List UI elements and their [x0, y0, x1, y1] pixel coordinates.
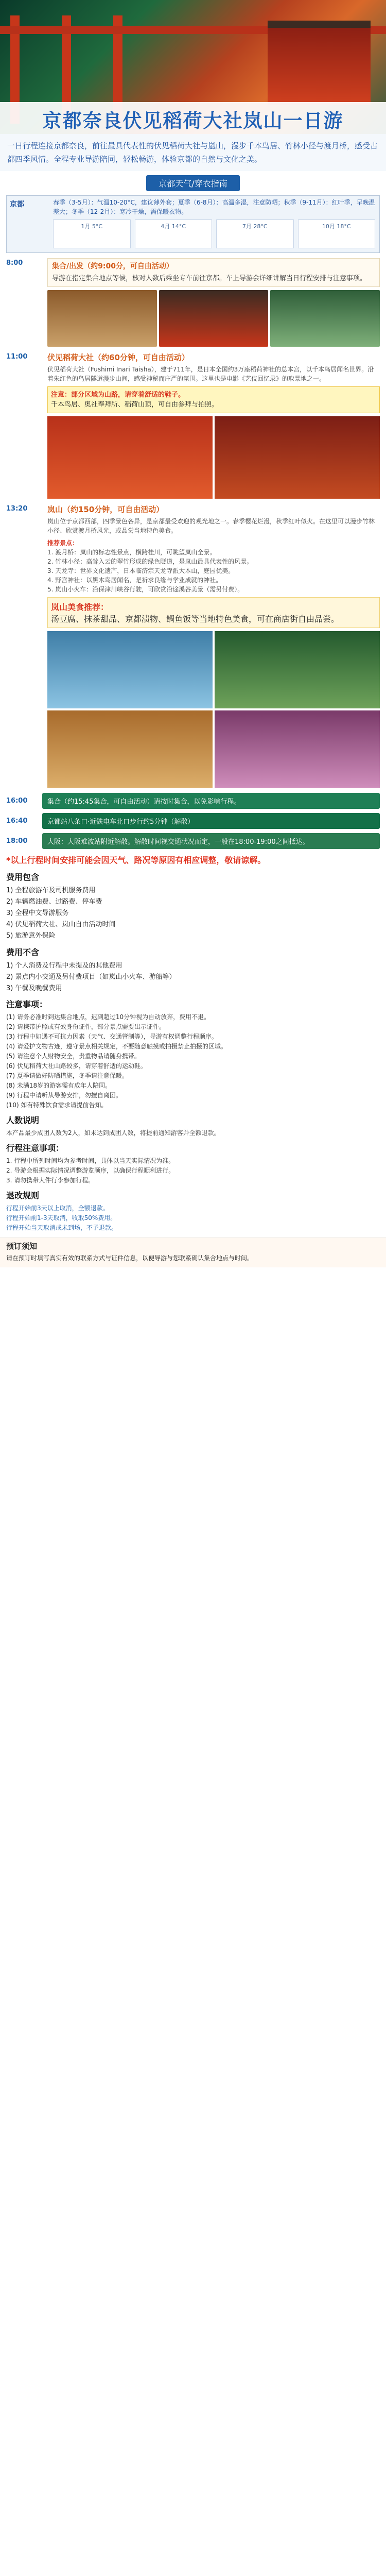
time-1320: 13:20 — [6, 505, 28, 513]
spot-2: 2. 竹林小径：高耸入云的翠竹形成的绿色隧道，是岚山最具代表性的风景。 — [47, 558, 253, 565]
fee-item: 4) 伏见稻荷大社、岚山自由活动时间 — [6, 921, 116, 928]
time-1600: 16:00 — [6, 797, 28, 805]
excl-title: 费用不含 — [6, 947, 40, 957]
ref-item: 3. 请勿携带大件行李参加行程。 — [6, 1177, 95, 1184]
spots-title: 推荐景点： — [47, 539, 79, 547]
notice-item: (8) 未满18岁的游客需有成年人陪同。 — [6, 1082, 112, 1089]
fee-section — [6, 872, 380, 994]
booking-notice — [0, 1237, 386, 1267]
page-title: 京都奈良伏见稻荷大社岚山一日游 — [0, 102, 386, 134]
banner-1600: 集合（约15:45集合，可自由活动）请按时集合，以免影响行程。 — [42, 793, 380, 809]
fee-item: 3) 全程中文导游服务 — [6, 909, 69, 917]
fee-title: 费用包含 — [6, 872, 40, 882]
refund-item: 行程开始前3天以上取消，全额退款。 — [6, 1205, 109, 1212]
day-1800 — [6, 833, 380, 849]
photo-bridge — [47, 631, 213, 708]
group-text: 本产品最少成团人数为2人，如未达到成团人数，将提前通知游客并全额退款。 — [6, 1129, 220, 1137]
highlight-1100: 千本鸟居、奥社奉拜所、稻荷山顶，可自由参拜与拍照。 — [51, 401, 219, 409]
weather-month: 1月 5°C — [53, 219, 131, 248]
time-1100: 11:00 — [6, 353, 28, 361]
excl-item: 1) 个人消费及行程中未提及的其他费用 — [6, 962, 122, 970]
banner-1800: 大阪：大阪难波站附近解散。解散时间视交通状况而定，一般在18:00-19:00之间抵达。 — [42, 833, 380, 849]
weather-panel — [6, 195, 380, 253]
note-1100: 注意：部分区域为山路，请穿着舒适的鞋子。 — [51, 391, 185, 399]
fee-item: 5) 旅游意外保险 — [6, 932, 56, 940]
photo-shrine — [215, 416, 380, 499]
photo-b — [159, 290, 269, 347]
weather-city: 京都 — [10, 200, 24, 209]
fee-item: 1) 全程旅游车及司机服务费用 — [6, 887, 96, 894]
notice-title: 注意事项： — [6, 999, 48, 1009]
refund-item: 行程开始当天取消或未到场，不予退款。 — [6, 1224, 118, 1231]
text-1320: 岚山位于京都西部，四季景色各异，是京都最受欢迎的观光地之一。春季樱花烂漫，秋季红叶似火。在这里可以漫步竹林小径、欣赏渡月桥风光，或品尝当地特色美食。 — [47, 518, 375, 534]
excl-item: 3) 午餐及晚餐费用 — [6, 985, 62, 992]
food-title: 岚山美食推荐： — [51, 602, 109, 612]
spot-4: 4. 野宫神社：以黑木鸟居闻名，是祈求良缘与学业成就的神社。 — [47, 577, 222, 584]
spot-1: 1. 渡月桥：岚山的标志性景点，横跨桂川，可眺望岚山全景。 — [47, 549, 216, 556]
day-1640 — [6, 813, 380, 829]
day-1100 — [6, 352, 380, 499]
ref-item: 1. 行程中所列时间均为参考时间，具体以当天实际情况为准。 — [6, 1157, 175, 1164]
booking-text: 请在预订时填写真实有效的联系方式与证件信息，以便导游与您联系确认集合地点与时间。 — [6, 1255, 254, 1262]
time-0800: 8:00 — [6, 259, 23, 267]
day-1320 — [6, 504, 380, 788]
photo-bamboo — [215, 631, 380, 708]
food-text: 汤豆腐、抹茶甜品、京都渍物、鲷鱼饭等当地特色美食，可在商店街自由品尝。 — [51, 614, 340, 624]
adjust-note: *以上行程时间安排可能会因天气、路况等原因有相应调整，敬请谅解。 — [6, 855, 266, 865]
refund-item: 行程开始前1-3天取消，收取50%费用。 — [6, 1214, 117, 1222]
refund-title: 退改规则 — [6, 1191, 40, 1200]
photo-kimono — [215, 710, 380, 788]
notice-item: (7) 夏季请做好防晒措施，冬季请注意保暖。 — [6, 1072, 128, 1079]
box-title-0800: 集合/出发（约9:00分，可自由活动） — [52, 262, 173, 270]
intro-text: 一日行程连接京都奈良，前往最具代表性的伏见稻荷大社与嵐山，漫步千本鸟居、竹林小径与渡月桥，感受古都四季风情。全程专业导游陪同，轻松畅游，体验京都的自然与文化之美。 — [0, 134, 386, 171]
group-section — [6, 1115, 380, 1138]
time-1800: 18:00 — [6, 837, 28, 845]
notice-item: (2) 请携带护照或有效身份证件，部分景点需要出示证件。 — [6, 1023, 165, 1030]
photo-a — [47, 290, 157, 347]
day-1600 — [6, 793, 380, 809]
photo-torii — [47, 416, 213, 499]
photo-c — [270, 290, 380, 347]
notice-item: (10) 如有特殊饮食需求请提前告知。 — [6, 1101, 108, 1109]
weather-heading: 京都天气/穿衣指南 — [146, 175, 239, 191]
box-text-0800: 导游在指定集合地点等候，核对人数后乘坐专车前往京都。车上导游会详细讲解当日行程安排与注意事项。 — [52, 275, 367, 282]
weather-month: 7月 28°C — [216, 219, 294, 248]
ref-title: 行程注意事项： — [6, 1143, 64, 1153]
time-1640: 16:40 — [6, 817, 28, 825]
notice-item: (9) 行程中请听从导游安排，勿擅自离团。 — [6, 1092, 122, 1099]
notice-item: (4) 请爱护文物古迹，遵守景点相关规定，不要随意触摸或拍摄禁止拍摄的区域。 — [6, 1043, 227, 1050]
notice-item: (1) 请务必准时到达集合地点，迟到超过10分钟视为自动放弃，费用不退。 — [6, 1013, 210, 1021]
ref-item: 2. 导游会根据实际情况调整游览顺序，以确保行程顺利进行。 — [6, 1167, 175, 1174]
photo-temple — [47, 710, 213, 788]
weather-month: 10月 18°C — [298, 219, 376, 248]
spot-3: 3. 天龙寺：世界文化遗产，日本临济宗天龙寺派大本山，庭园优美。 — [47, 567, 235, 574]
weather-desc: 春季（3-5月）：气温10-20°C，建议薄外套；夏季（6-8月）：高温多湿，注意防晒；秋季（9-11月）：红叶季，早晚温差大；冬季（12-2月）：寒冷干燥，需保暖衣物。 — [53, 199, 375, 215]
fee-item: 2) 车辆燃油费、过路费、停车费 — [6, 898, 102, 906]
spot-5: 5. 岚山小火车：沿保津川峡谷行驶，可欣赏沿途溪谷美景（需另付费）。 — [47, 586, 244, 593]
hero-banner — [0, 0, 386, 134]
title-1320: 岚山（约150分钟，可自由活动） — [47, 505, 164, 514]
ref-section — [6, 1143, 380, 1185]
banner-1640: 京都站八条口·近鉄电车北口步行约5分钟（解散） — [42, 813, 380, 829]
notice-item: (6) 伏见稻荷大社山路较多，请穿着舒适的运动鞋。 — [6, 1062, 147, 1070]
refund-section — [6, 1191, 380, 1233]
group-title: 人数说明 — [6, 1115, 40, 1125]
title-1100: 伏见稻荷大社（约60分钟，可自由活动） — [47, 353, 189, 362]
text-1100: 伏见稻荷大社（Fushimi Inari Taisha），建于711年，是日本全国约3万座稻荷神社的总本宫，以千本鸟居闻名世界。沿着朱红色的鸟居隧道漫步山间，感受神秘而庄严的氛围。这里也是电影《艺伎回忆录》的取景地之一。 — [47, 366, 374, 382]
notice-item: (5) 请注意个人财物安全，贵重物品请随身携带。 — [6, 1053, 141, 1060]
excl-item: 2) 景点内小交通及另付费项目（如岚山小火车、游船等） — [6, 973, 176, 981]
notice-section — [6, 999, 380, 1110]
weather-month: 4月 14°C — [135, 219, 213, 248]
notice-item: (3) 行程中如遇不可抗力因素（天气、交通管制等），导游有权调整行程顺序。 — [6, 1033, 218, 1040]
day-0800 — [6, 258, 380, 347]
booking-title: 预订须知 — [6, 1242, 38, 1251]
